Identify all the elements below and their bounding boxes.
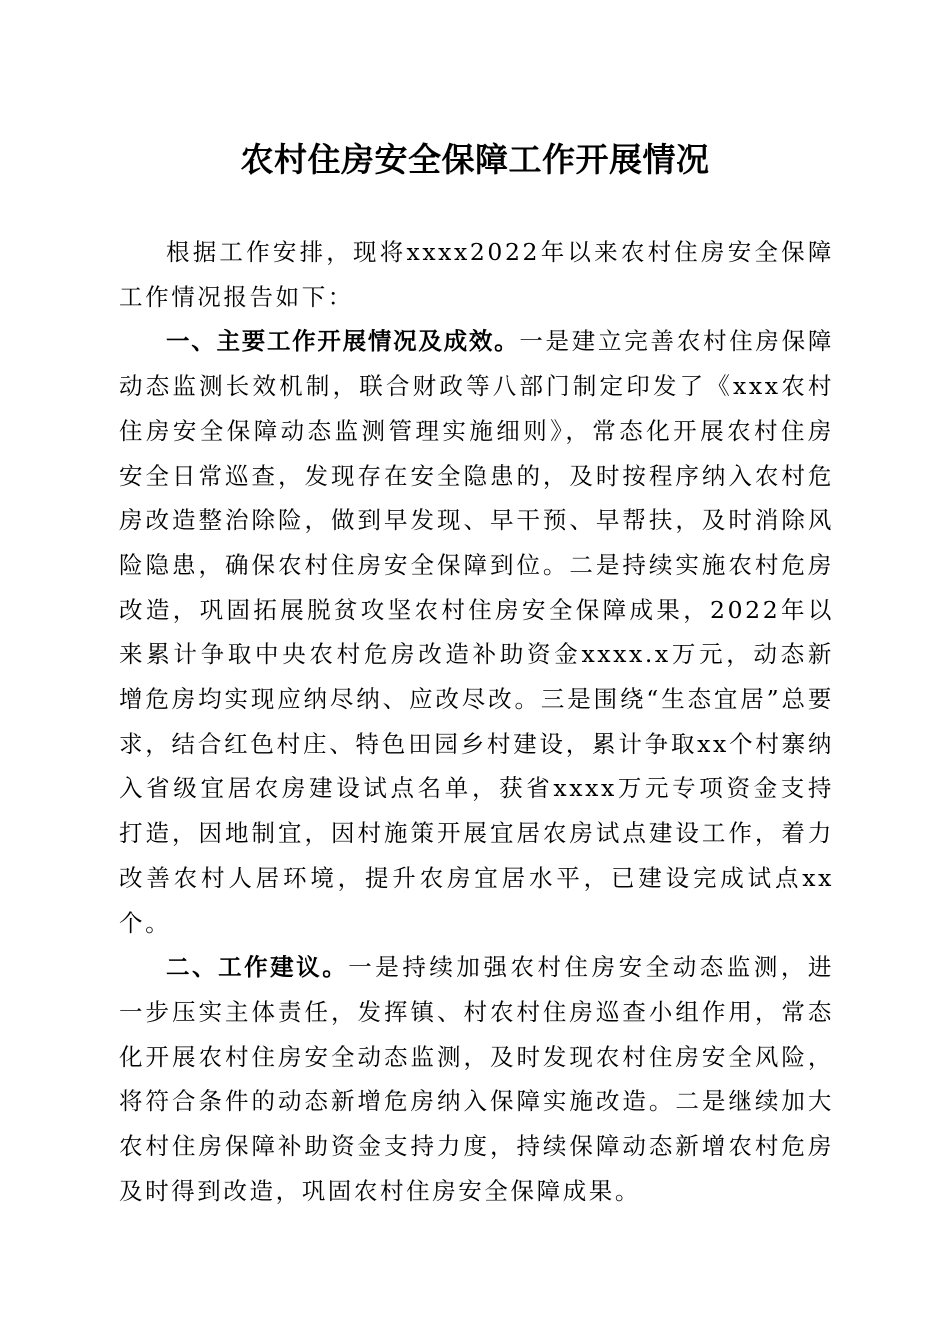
section-text-2: 一是持续加强农村住房安全动态监测，进一步压实主体责任，发挥镇、村农村住房巡查小组作用，常态化开展农村住房安全动态监测，及时发现农村住房安全风险，将符合条件的动态新增危房纳入保障实施改造。二是继续加大农村住房保障补助资金支持力度，持续保障动态新增农村危房及时得到改造，巩固农村住房安全保障成果。 — [119, 953, 834, 1205]
section-heading-1: 一、主要工作开展情况及成效。 — [166, 327, 520, 356]
intro-paragraph: 根据工作安排，现将xxxx2022年以来农村住房安全保障工作情况报告如下： — [119, 238, 834, 311]
document-body — [119, 230, 834, 1213]
section-paragraph-1 — [119, 319, 834, 945]
section-heading-2: 二、工作建议。 — [166, 953, 349, 982]
section-paragraph-2 — [119, 945, 834, 1213]
document-title: 农村住房安全保障工作开展情况 — [240, 140, 710, 179]
section-text-1: 一是建立完善农村住房保障动态监测长效机制，联合财政等八部门制定印发了《xxx农村住房安全保障动态监测管理实施细则》，常态化开展农村住房安全日常巡查，发现存在安全隐患的，及时按程序纳入农村危房改造整治除险，做到早发现、早干预、早帮扶，及时消除风险隐患，确保农村住房安全保障到位。二是持续实施农村危房改造，巩固拓展脱贫攻坚农村住房安全保障成果，2022年以来累计争取中央农村危房改造补助资金xxxx.x万元，动态新增危房均实现应纳尽纳、应改尽改。三是围绕“生态宜居”总要求，结合红色村庄、特色田园乡村建设，累计争取xx个村寨纳入省级宜居农房建设试点名单，获省xxxx万元专项资金支持打造，因地制宜，因村施策开展宜居农房试点建设工作，着力改善农村人居环境，提升农房宜居水平，已建设完成试点xx个。 — [119, 327, 835, 937]
